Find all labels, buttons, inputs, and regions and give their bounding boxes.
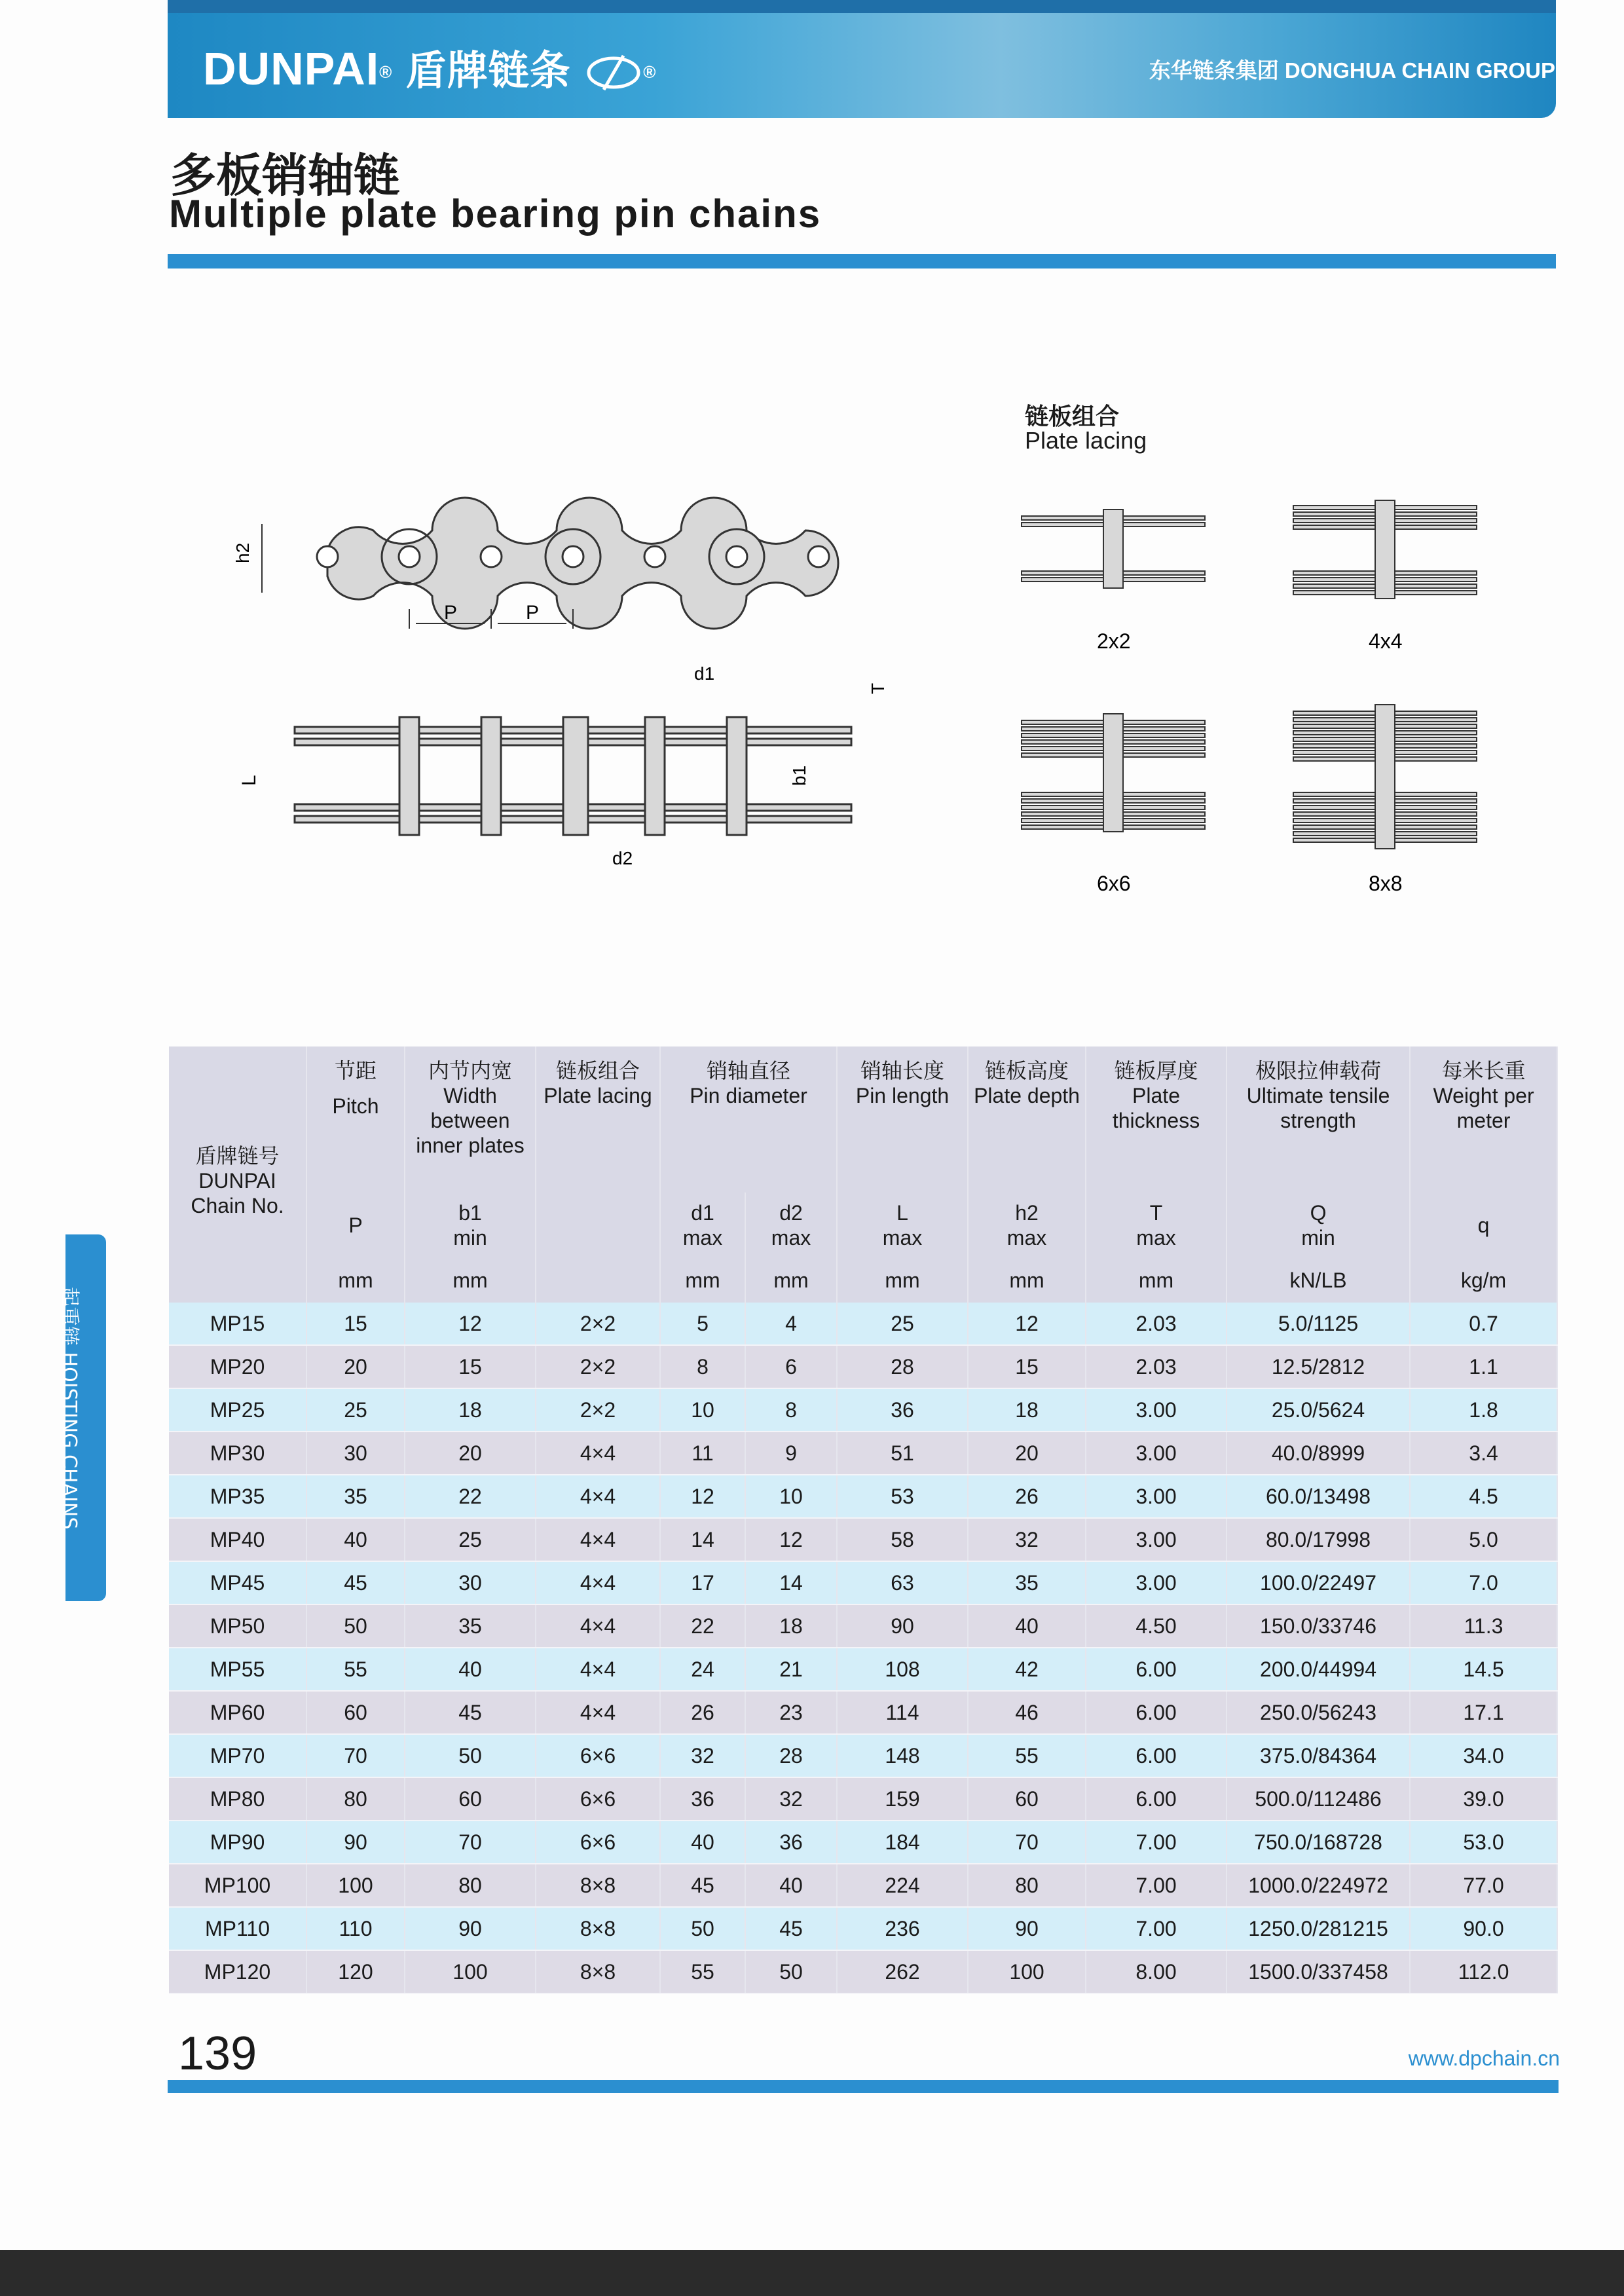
table-cell: 25 xyxy=(837,1303,968,1345)
table-cell: MP80 xyxy=(169,1777,306,1821)
table-cell: 9 xyxy=(745,1432,837,1475)
table-cell: MP15 xyxy=(169,1303,306,1345)
table-cell: 3.4 xyxy=(1410,1432,1557,1475)
table-cell: 25 xyxy=(405,1518,536,1561)
table-cell: MP50 xyxy=(169,1604,306,1648)
table-cell: 80 xyxy=(306,1777,405,1821)
chain-top-view xyxy=(295,717,851,835)
table-cell: 39.0 xyxy=(1410,1777,1557,1821)
table-cell: 23 xyxy=(745,1691,837,1734)
page-title-cn: 多板销轴链 xyxy=(170,149,399,202)
table-cell: 200.0/44994 xyxy=(1227,1648,1410,1691)
table-cell: 6.00 xyxy=(1086,1691,1227,1734)
table-cell: 90 xyxy=(405,1907,536,1950)
table-cell: 77.0 xyxy=(1410,1864,1557,1907)
table-cell: 36 xyxy=(660,1777,745,1821)
table-cell: MP100 xyxy=(169,1864,306,1907)
table-cell: 12 xyxy=(745,1518,837,1561)
table-row xyxy=(169,1388,1557,1432)
table-cell: 60 xyxy=(405,1777,536,1821)
header-sym-d2: d2 max xyxy=(745,1193,837,1258)
table-cell: 7.00 xyxy=(1086,1864,1227,1907)
table-cell: 50 xyxy=(405,1734,536,1777)
table-row xyxy=(169,1734,1557,1777)
table-cell: 6 xyxy=(745,1345,837,1388)
table-cell: MP20 xyxy=(169,1345,306,1388)
table-cell: 50 xyxy=(745,1950,837,1993)
header-sym-d1: d1 max xyxy=(660,1193,745,1258)
table-cell: 4×4 xyxy=(536,1648,660,1691)
unit-width: mm xyxy=(405,1258,536,1303)
table-cell: 2×2 xyxy=(536,1303,660,1345)
table-cell: 5 xyxy=(660,1303,745,1345)
table-cell: 40.0/8999 xyxy=(1227,1432,1410,1475)
table-cell: MP90 xyxy=(169,1821,306,1864)
table-cell: 18 xyxy=(745,1604,837,1648)
table-row xyxy=(169,1864,1557,1907)
table-cell: 14 xyxy=(660,1518,745,1561)
table-cell: 22 xyxy=(405,1475,536,1518)
table-cell: MP35 xyxy=(169,1475,306,1518)
table-row xyxy=(169,1821,1557,1864)
table-cell: 262 xyxy=(837,1950,968,1993)
table-cell: 45 xyxy=(745,1907,837,1950)
table-cell: 53.0 xyxy=(1410,1821,1557,1864)
table-cell: 1000.0/224972 xyxy=(1227,1864,1410,1907)
unit-plate-depth: mm xyxy=(968,1258,1086,1303)
chain-side-view xyxy=(317,498,838,629)
lacing-8x8-diagram xyxy=(1293,705,1477,849)
table-cell: 80.0/17998 xyxy=(1227,1518,1410,1561)
unit-pitch: mm xyxy=(306,1258,405,1303)
header-plate-thickness: 链板厚度 Plate thickness xyxy=(1086,1046,1227,1193)
dim-b1-label: b1 xyxy=(789,765,809,786)
header-sym-l: L max xyxy=(837,1193,968,1258)
table-cell: 45 xyxy=(306,1561,405,1604)
chain-drawing xyxy=(232,498,930,891)
table-row xyxy=(169,1648,1557,1691)
table-cell: 750.0/168728 xyxy=(1227,1821,1410,1864)
table-cell: 40 xyxy=(405,1648,536,1691)
table-cell: 108 xyxy=(837,1648,968,1691)
table-cell: 8×8 xyxy=(536,1907,660,1950)
table-cell: 70 xyxy=(306,1734,405,1777)
table-row xyxy=(169,1950,1557,1993)
table-cell: 22 xyxy=(660,1604,745,1648)
table-cell: 4×4 xyxy=(536,1604,660,1648)
table-cell: 14 xyxy=(745,1561,837,1604)
table-cell: MP40 xyxy=(169,1518,306,1561)
table-cell: 7.00 xyxy=(1086,1821,1227,1864)
table-cell: MP120 xyxy=(169,1950,306,1993)
unit-weight: kg/m xyxy=(1410,1258,1557,1303)
unit-d1: mm xyxy=(660,1258,745,1303)
header-weight: 每米长重 Weight per meter xyxy=(1410,1046,1557,1193)
table-cell: 90 xyxy=(968,1907,1086,1950)
plate-lacing-diagrams xyxy=(1015,491,1486,895)
table-cell: 10 xyxy=(660,1388,745,1432)
table-cell: 40 xyxy=(968,1604,1086,1648)
table-cell: 120 xyxy=(306,1950,405,1993)
header-pin-diameter: 销轴直径 Pin diameter xyxy=(660,1046,837,1193)
table-row xyxy=(169,1518,1557,1561)
lacing-6x6-diagram xyxy=(1022,714,1205,832)
group-name: 东华链条集团 DONGHUA CHAIN GROUP xyxy=(1149,58,1555,83)
lacing-8x8-label: 8x8 xyxy=(1369,872,1403,895)
table-cell: MP25 xyxy=(169,1388,306,1432)
table-cell: 4 xyxy=(745,1303,837,1345)
table-cell: 12 xyxy=(968,1303,1086,1345)
dim-p-label: P xyxy=(526,602,540,623)
table-cell: 17 xyxy=(660,1561,745,1604)
page-title-en: Multiple plate bearing pin chains xyxy=(169,192,822,236)
table-cell: 3.00 xyxy=(1086,1475,1227,1518)
table-cell: 5.0 xyxy=(1410,1518,1557,1561)
table-cell: 110 xyxy=(306,1907,405,1950)
table-cell: 28 xyxy=(837,1345,968,1388)
table-cell: 12.5/2812 xyxy=(1227,1345,1410,1388)
table-cell: 25 xyxy=(306,1388,405,1432)
table-cell: 150.0/33746 xyxy=(1227,1604,1410,1648)
table-row xyxy=(169,1561,1557,1604)
header-chain-no: 盾牌链号 DUNPAI Chain No. xyxy=(169,1046,306,1303)
table-cell: 3.00 xyxy=(1086,1518,1227,1561)
table-cell: 63 xyxy=(837,1561,968,1604)
table-cell: 6.00 xyxy=(1086,1734,1227,1777)
table-cell: 2.03 xyxy=(1086,1303,1227,1345)
table-cell: 70 xyxy=(405,1821,536,1864)
table-cell: 32 xyxy=(968,1518,1086,1561)
dim-d2-label: d2 xyxy=(612,848,633,868)
scan-bottom-edge xyxy=(0,2250,1624,2296)
table-cell: 35 xyxy=(306,1475,405,1518)
table-row xyxy=(169,1303,1557,1345)
table-cell: 12 xyxy=(405,1303,536,1345)
dim-t-label: T xyxy=(868,682,888,694)
table-cell: MP70 xyxy=(169,1734,306,1777)
table-cell: 30 xyxy=(306,1432,405,1475)
table-cell: 500.0/112486 xyxy=(1227,1777,1410,1821)
table-cell: 12 xyxy=(660,1475,745,1518)
table-cell: 6.00 xyxy=(1086,1777,1227,1821)
table-cell: 6×6 xyxy=(536,1734,660,1777)
spec-table xyxy=(169,1046,1558,1994)
table-row xyxy=(169,1604,1557,1648)
table-cell: 80 xyxy=(405,1864,536,1907)
table-cell: 18 xyxy=(405,1388,536,1432)
table-cell: 0.7 xyxy=(1410,1303,1557,1345)
table-row xyxy=(169,1432,1557,1475)
table-cell: 55 xyxy=(306,1648,405,1691)
table-cell: 26 xyxy=(660,1691,745,1734)
table-cell: 114 xyxy=(837,1691,968,1734)
table-cell: 18 xyxy=(968,1388,1086,1432)
table-cell: 36 xyxy=(745,1821,837,1864)
header-plate-depth: 链板高度 Plate depth xyxy=(968,1046,1086,1193)
table-cell: 1.1 xyxy=(1410,1345,1557,1388)
table-cell: 8.00 xyxy=(1086,1950,1227,1993)
table-cell: 375.0/84364 xyxy=(1227,1734,1410,1777)
table-cell: 58 xyxy=(837,1518,968,1561)
table-cell: 4×4 xyxy=(536,1561,660,1604)
website-link[interactable]: www.dpchain.cn xyxy=(1408,2046,1560,2070)
brand-logo xyxy=(203,38,656,96)
table-cell: 7.0 xyxy=(1410,1561,1557,1604)
table-cell: 14.5 xyxy=(1410,1648,1557,1691)
table-cell: 45 xyxy=(660,1864,745,1907)
table-cell: 3.00 xyxy=(1086,1561,1227,1604)
table-cell: 17.1 xyxy=(1410,1691,1557,1734)
table-cell: 4×4 xyxy=(536,1691,660,1734)
table-cell: 2×2 xyxy=(536,1345,660,1388)
table-cell: 4×4 xyxy=(536,1518,660,1561)
table-cell: 10 xyxy=(745,1475,837,1518)
table-cell: 148 xyxy=(837,1734,968,1777)
table-cell: 224 xyxy=(837,1864,968,1907)
table-cell: 100 xyxy=(306,1864,405,1907)
table-cell: 1500.0/337458 xyxy=(1227,1950,1410,1993)
table-cell: 1250.0/281215 xyxy=(1227,1907,1410,1950)
table-cell: 159 xyxy=(837,1777,968,1821)
unit-plate-thickness: mm xyxy=(1086,1258,1227,1303)
table-cell: 8 xyxy=(745,1388,837,1432)
table-cell: 46 xyxy=(968,1691,1086,1734)
dim-d1-label: d1 xyxy=(694,663,715,684)
table-cell: 21 xyxy=(745,1648,837,1691)
spec-table-body xyxy=(169,1303,1557,1993)
header-pin-length: 销轴长度 Pin length xyxy=(837,1046,968,1193)
lacing-2x2-diagram xyxy=(1022,509,1205,588)
table-cell: 35 xyxy=(968,1561,1086,1604)
table-cell: 6×6 xyxy=(536,1821,660,1864)
table-cell: 11 xyxy=(660,1432,745,1475)
table-cell: 25.0/5624 xyxy=(1227,1388,1410,1432)
lacing-title-cn: 链板组合 xyxy=(1025,403,1120,430)
top-rule xyxy=(168,0,1556,13)
table-cell: 6.00 xyxy=(1086,1648,1227,1691)
table-cell: 8×8 xyxy=(536,1950,660,1993)
unit-lacing xyxy=(536,1258,660,1303)
footer-rule xyxy=(168,2080,1559,2093)
table-cell: 112.0 xyxy=(1410,1950,1557,1993)
unit-pin-length: mm xyxy=(837,1258,968,1303)
table-cell: 100.0/22497 xyxy=(1227,1561,1410,1604)
table-cell: 100 xyxy=(405,1950,536,1993)
table-cell: 35 xyxy=(405,1604,536,1648)
header-sym-q-upper: Q min xyxy=(1227,1193,1410,1258)
brand-name: DUNPAI xyxy=(203,43,380,94)
table-cell: 53 xyxy=(837,1475,968,1518)
table-row xyxy=(169,1345,1557,1388)
title-rule xyxy=(168,254,1556,268)
table-cell: 40 xyxy=(660,1821,745,1864)
table-cell: 7.00 xyxy=(1086,1907,1227,1950)
table-cell: 3.00 xyxy=(1086,1388,1227,1432)
table-cell: 60 xyxy=(306,1691,405,1734)
table-cell: 50 xyxy=(306,1604,405,1648)
table-cell: 42 xyxy=(968,1648,1086,1691)
table-cell: 50 xyxy=(660,1907,745,1950)
table-cell: 4.5 xyxy=(1410,1475,1557,1518)
table-cell: 45 xyxy=(405,1691,536,1734)
table-cell: 36 xyxy=(837,1388,968,1432)
lacing-2x2-label: 2x2 xyxy=(1097,629,1131,653)
table-cell: 15 xyxy=(306,1303,405,1345)
table-cell: 55 xyxy=(660,1950,745,1993)
table-cell: 5.0/1125 xyxy=(1227,1303,1410,1345)
header-pitch: 节距 Pitch xyxy=(306,1046,405,1193)
header-plate-lacing: 链板组合 Plate lacing xyxy=(536,1046,660,1193)
table-cell: 51 xyxy=(837,1432,968,1475)
header-sym-h2: h2 max xyxy=(968,1193,1086,1258)
table-cell: MP55 xyxy=(169,1648,306,1691)
side-tab-label: 起重链 HOISTING CHAINS xyxy=(58,1287,81,1530)
table-cell: 28 xyxy=(745,1734,837,1777)
table-cell: 20 xyxy=(968,1432,1086,1475)
lacing-4x4-label: 4x4 xyxy=(1369,629,1403,653)
table-row xyxy=(169,1691,1557,1734)
table-cell: 24 xyxy=(660,1648,745,1691)
reg-mark: ® xyxy=(379,62,393,83)
table-cell: 236 xyxy=(837,1907,968,1950)
table-row xyxy=(169,1907,1557,1950)
table-cell: 8 xyxy=(660,1345,745,1388)
header-sym-q: q xyxy=(1410,1193,1557,1258)
table-cell: 20 xyxy=(405,1432,536,1475)
table-cell: 100 xyxy=(968,1950,1086,1993)
table-cell: 4×4 xyxy=(536,1475,660,1518)
table-cell: MP30 xyxy=(169,1432,306,1475)
table-cell: 20 xyxy=(306,1345,405,1388)
table-cell: 2.03 xyxy=(1086,1345,1227,1388)
reg-mark: ® xyxy=(643,62,657,83)
dim-h2-label: h2 xyxy=(232,542,253,563)
header-width: 内节内宽 Width between inner plates xyxy=(405,1046,536,1193)
table-cell: 15 xyxy=(968,1345,1086,1388)
table-cell: 60 xyxy=(968,1777,1086,1821)
table-cell: 90 xyxy=(306,1821,405,1864)
table-cell: 70 xyxy=(968,1821,1086,1864)
table-cell: 40 xyxy=(306,1518,405,1561)
table-cell: 3.00 xyxy=(1086,1432,1227,1475)
table-row xyxy=(169,1777,1557,1821)
dim-p-label: P xyxy=(444,602,458,623)
table-cell: 80 xyxy=(968,1864,1086,1907)
table-cell: MP60 xyxy=(169,1691,306,1734)
table-cell: 15 xyxy=(405,1345,536,1388)
table-cell: 90.0 xyxy=(1410,1907,1557,1950)
table-cell: 4×4 xyxy=(536,1432,660,1475)
dp-logo-icon xyxy=(584,53,643,92)
table-cell: 55 xyxy=(968,1734,1086,1777)
lacing-6x6-label: 6x6 xyxy=(1097,872,1131,895)
header-sym-lacing xyxy=(536,1193,660,1258)
table-cell: 26 xyxy=(968,1475,1086,1518)
table-cell: 30 xyxy=(405,1561,536,1604)
table-cell: 34.0 xyxy=(1410,1734,1557,1777)
lacing-title-en: Plate lacing xyxy=(1025,427,1147,454)
table-cell: 6×6 xyxy=(536,1777,660,1821)
table-cell: MP110 xyxy=(169,1907,306,1950)
table-cell: 40 xyxy=(745,1864,837,1907)
table-cell: 2×2 xyxy=(536,1388,660,1432)
brand-name-cn: 盾牌链条 xyxy=(405,46,571,94)
table-cell: 250.0/56243 xyxy=(1227,1691,1410,1734)
header-sym-p: P xyxy=(306,1193,405,1258)
header-sym-t: T max xyxy=(1086,1193,1227,1258)
table-cell: 90 xyxy=(837,1604,968,1648)
page-number: 139 xyxy=(178,2028,257,2080)
header-tensile-strength: 极限拉伸载荷 Ultimate tensile strength xyxy=(1227,1046,1410,1193)
table-cell: 11.3 xyxy=(1410,1604,1557,1648)
header-sym-b1: b1 min xyxy=(405,1193,536,1258)
table-cell: 32 xyxy=(745,1777,837,1821)
table-cell: 184 xyxy=(837,1821,968,1864)
lacing-4x4-diagram xyxy=(1293,500,1477,599)
table-cell: 4.50 xyxy=(1086,1604,1227,1648)
table-cell: 8×8 xyxy=(536,1864,660,1907)
unit-tensile: kN/LB xyxy=(1227,1258,1410,1303)
unit-d2: mm xyxy=(745,1258,837,1303)
dim-l-label: L xyxy=(238,775,260,786)
table-cell: MP45 xyxy=(169,1561,306,1604)
table-cell: 32 xyxy=(660,1734,745,1777)
table-cell: 1.8 xyxy=(1410,1388,1557,1432)
table-row xyxy=(169,1475,1557,1518)
table-cell: 60.0/13498 xyxy=(1227,1475,1410,1518)
